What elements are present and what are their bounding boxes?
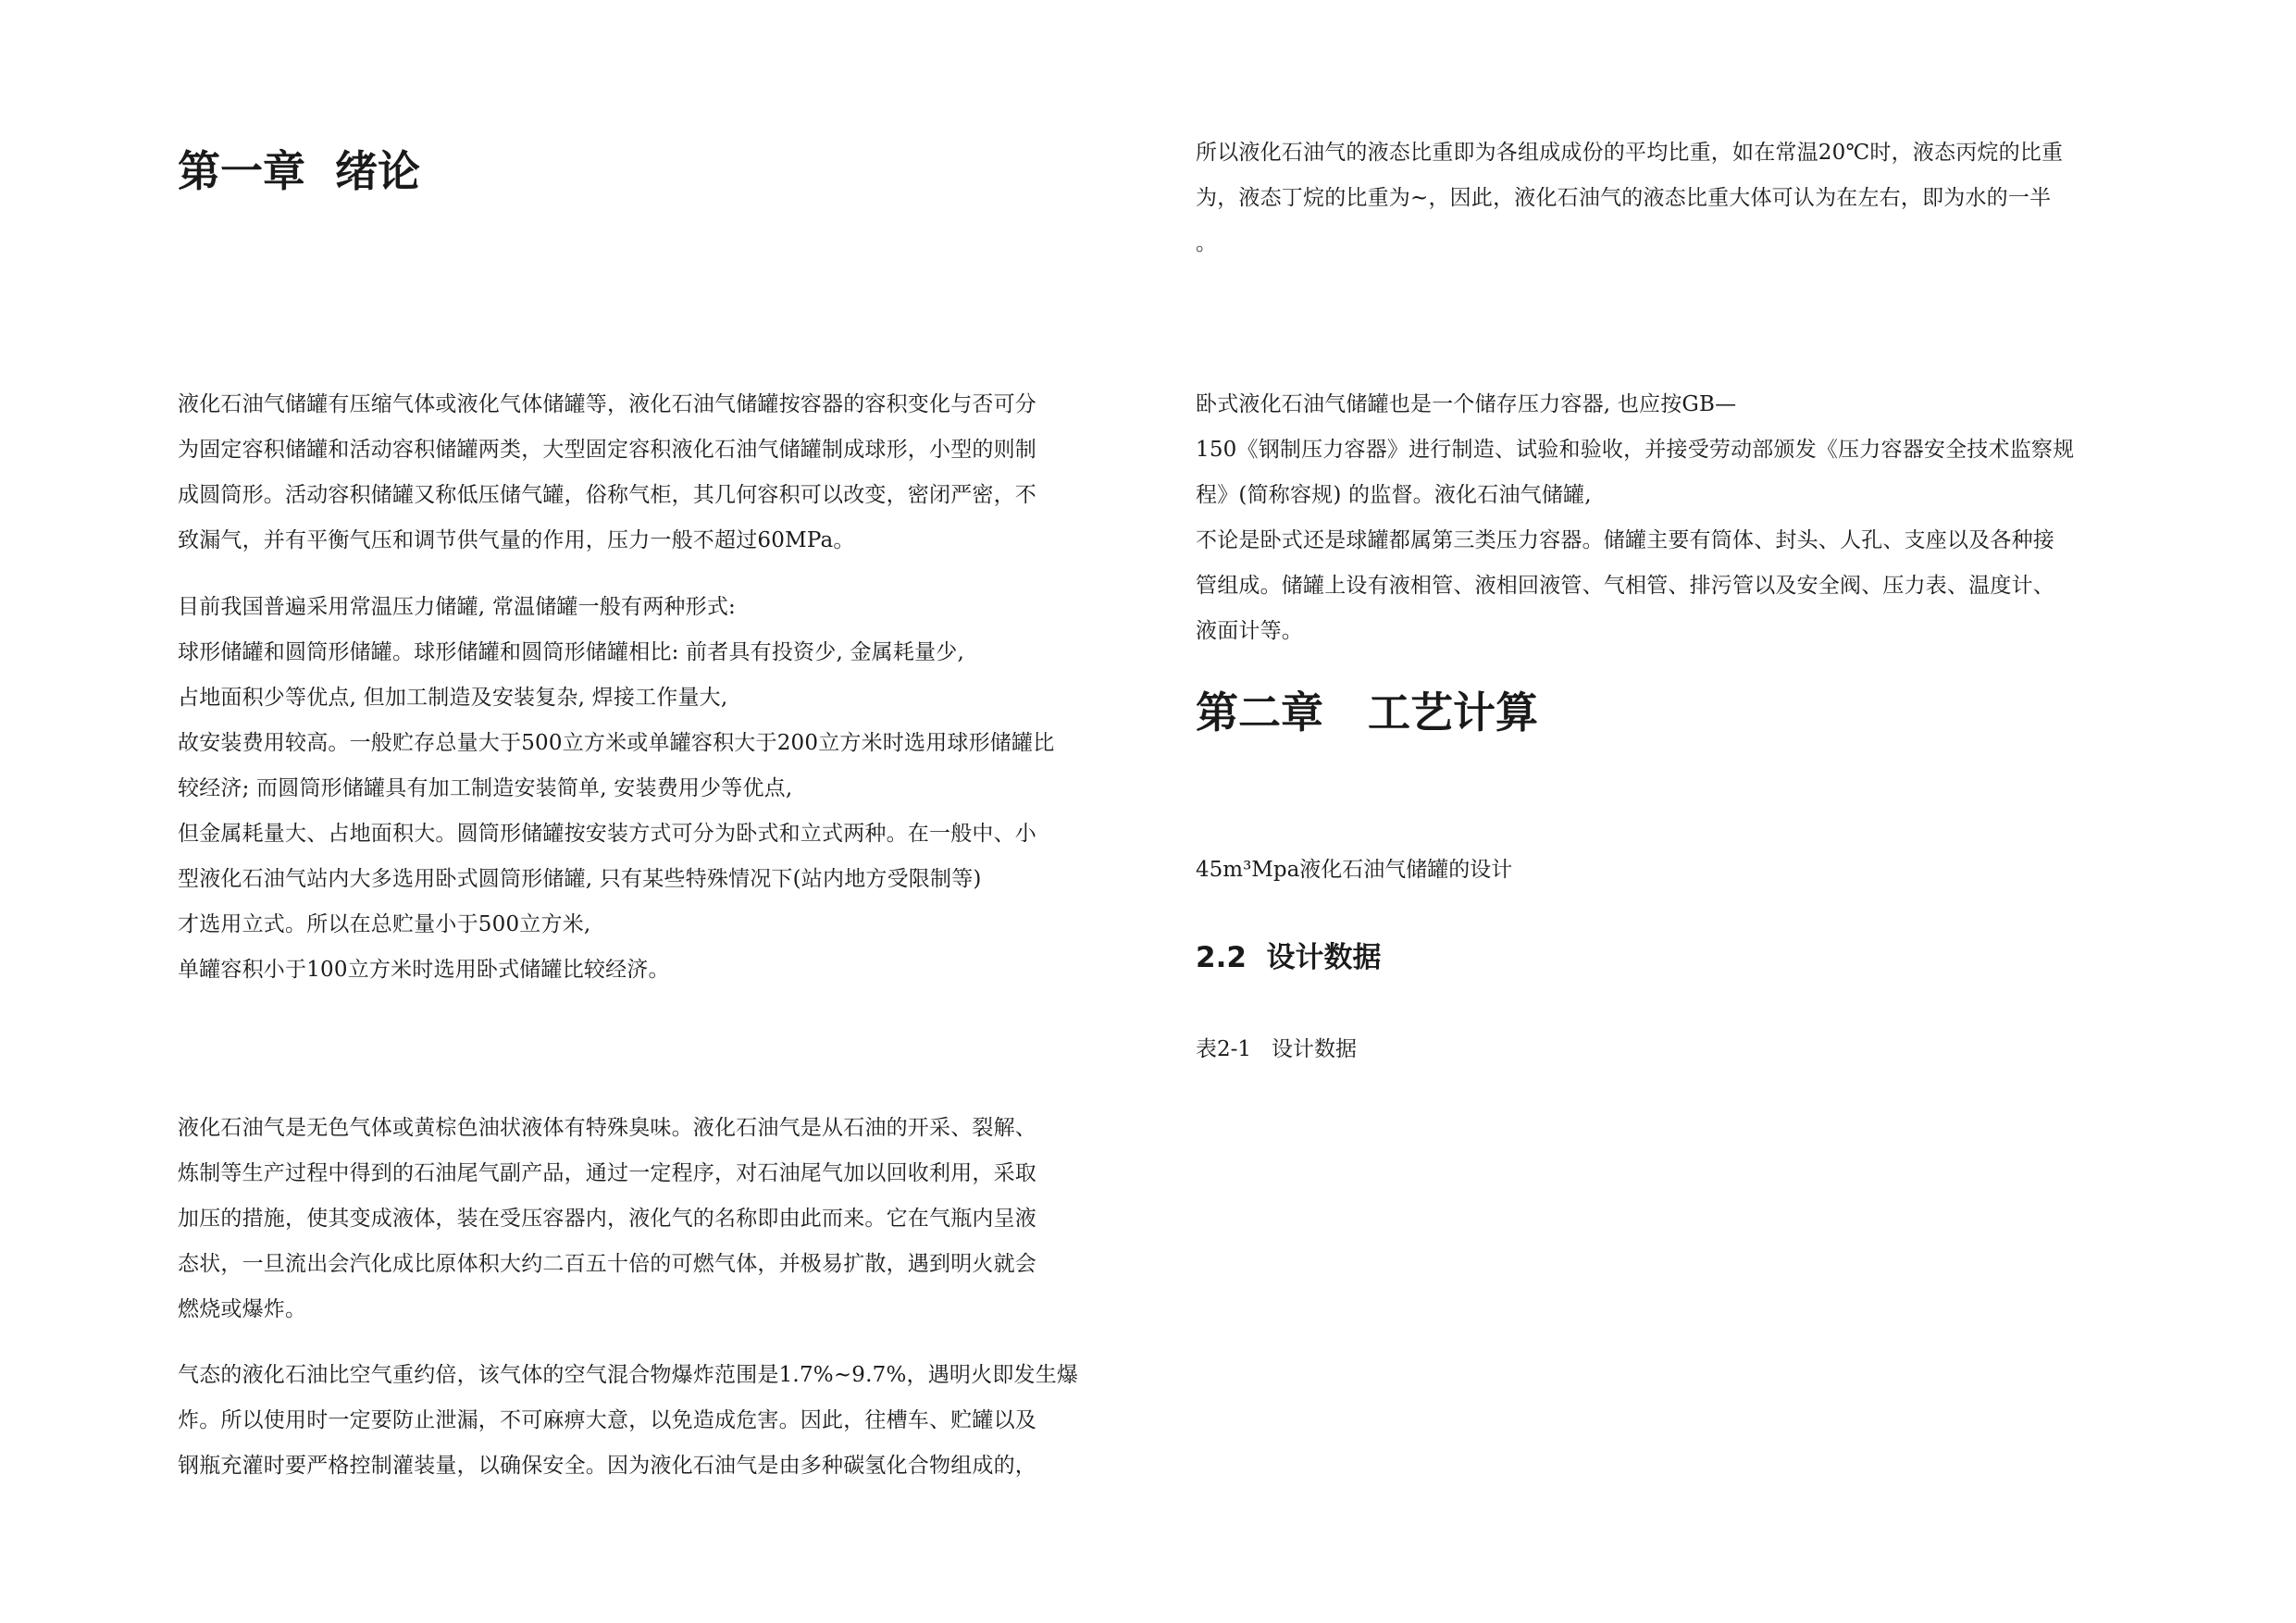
text-line: 但金属耗量大、占地面积大。圆筒形储罐按安装方式可分为卧式和立式两种。在一般中、小 [178, 822, 1036, 846]
text-line: 程》(简称容规) 的监督。液化石油气储罐, [1196, 483, 1592, 507]
left-column [178, 0, 1131, 1623]
text-line: 为固定容积储罐和活动容积储罐两类，大型固定容积液化石油气储罐制成球形，小型的则制 [178, 438, 1036, 462]
text-line: 所以液化石油气的液态比重即为各组成成份的平均比重，如在常温20℃时，液态丙烷的比重 [1196, 141, 2064, 165]
text-line: 为，液态丁烷的比重为~，因此，液化石油气的液态比重大体可认为在左右，即为水的一半 [1196, 186, 2052, 210]
chapter2-title: 第二章 工艺计算 [1196, 688, 1539, 737]
paragraph-lpg-properties [178, 1106, 1036, 1332]
text-line: 目前我国普遍采用常温压力储罐, 常温储罐一般有两种形式: [178, 595, 736, 619]
paragraph-pressure-vessel [1196, 382, 2074, 654]
text-line: 单罐容积小于100立方米时选用卧式储罐比较经济。 [178, 958, 670, 982]
paragraph-lpg-safety [178, 1353, 1078, 1489]
chapter1-title: 第一章 绪论 [178, 146, 421, 196]
text-line: 才选用立式。所以在总贮量小于500立方米, [178, 912, 591, 936]
text-line: 炼制等生产过程中得到的石油尾气副产品，通过一定程序，对石油尾气加以回收利用，采取 [178, 1161, 1036, 1185]
text-line: 钢瓶充灌时要严格控制灌装量，以确保安全。因为液化石油气是由多种碳氢化合物组成的， [178, 1454, 1036, 1478]
paragraph-tank-forms [178, 585, 1054, 993]
table-caption: 表2-1 设计数据 [1196, 1037, 1357, 1061]
text-line: 炸。所以使用时一定要防止泄漏，不可麻痹大意，以免造成危害。因此，往槽车、贮罐以及 [178, 1408, 1036, 1432]
text-line: 液化石油气是无色气体或黄棕色油状液体有特殊臭味。液化石油气是从石油的开采、裂解、 [178, 1116, 1036, 1140]
text-line: 燃烧或爆炸。 [178, 1297, 307, 1321]
text-line: 150《钢制压力容器》进行制造、试验和验收，并接受劳动部颁发《压力容器安全技术监察规 [1196, 438, 2075, 462]
text-line: 故安装费用较高。一般贮存总量大于500立方米或单罐容积大于200立方米时选用球形储罐比 [178, 731, 1055, 755]
text-line: 液面计等。 [1196, 619, 1303, 643]
paragraph-lpg-tank-types [178, 382, 1036, 564]
text-line: 占地面积少等优点, 但加工制造及安装复杂, 焊接工作量大, [178, 686, 728, 710]
text-line: 加压的措施，使其变成液体，装在受压容器内，液化气的名称即由此而来。它在气瓶内呈液 [178, 1207, 1036, 1231]
text-line: 。 [1196, 231, 1218, 255]
text-line: 液化石油气储罐有压缩气体或液化气体储罐等，液化石油气储罐按容器的容积变化与否可分 [178, 392, 1036, 416]
text-line: 管组成。储罐上设有液相管、液相回液管、气相管、排污管以及安全阀、压力表、温度计、 [1196, 574, 2054, 598]
right-column [1196, 0, 2149, 1623]
paragraph-liquid-density [1196, 130, 2063, 266]
design-subject: 45m³Mpa液化石油气储罐的设计 [1196, 858, 1513, 882]
section-2-2-title: 2.2 设计数据 [1196, 941, 1382, 974]
text-line: 不论是卧式还是球罐都属第三类压力容器。储罐主要有筒体、封头、人孔、支座以及各种接 [1196, 528, 2054, 552]
text-line: 气态的液化石油比空气重约倍，该气体的空气混合物爆炸范围是1.7%~9.7%，遇明火即发生爆 [178, 1363, 1079, 1387]
text-line: 成圆筒形。活动容积储罐又称低压储气罐，俗称气柜，其几何容积可以改变，密闭严密，不 [178, 483, 1036, 507]
text-line: 致漏气，并有平衡气压和调节供气量的作用，压力一般不超过60MPa。 [178, 528, 855, 552]
text-line: 态状，一旦流出会汽化成比原体积大约二百五十倍的可燃气体，并极易扩散，遇到明火就会 [178, 1252, 1036, 1276]
text-line: 球形储罐和圆筒形储罐。球形储罐和圆筒形储罐相比: 前者具有投资少, 金属耗量少, [178, 640, 964, 664]
text-line: 卧式液化石油气储罐也是一个储存压力容器, 也应按GB— [1196, 392, 1737, 416]
text-line: 型液化石油气站内大多选用卧式圆筒形储罐, 只有某些特殊情况下(站内地方受限制等) [178, 867, 982, 891]
text-line: 较经济; 而圆筒形储罐具有加工制造安装简单, 安装费用少等优点, [178, 776, 793, 800]
